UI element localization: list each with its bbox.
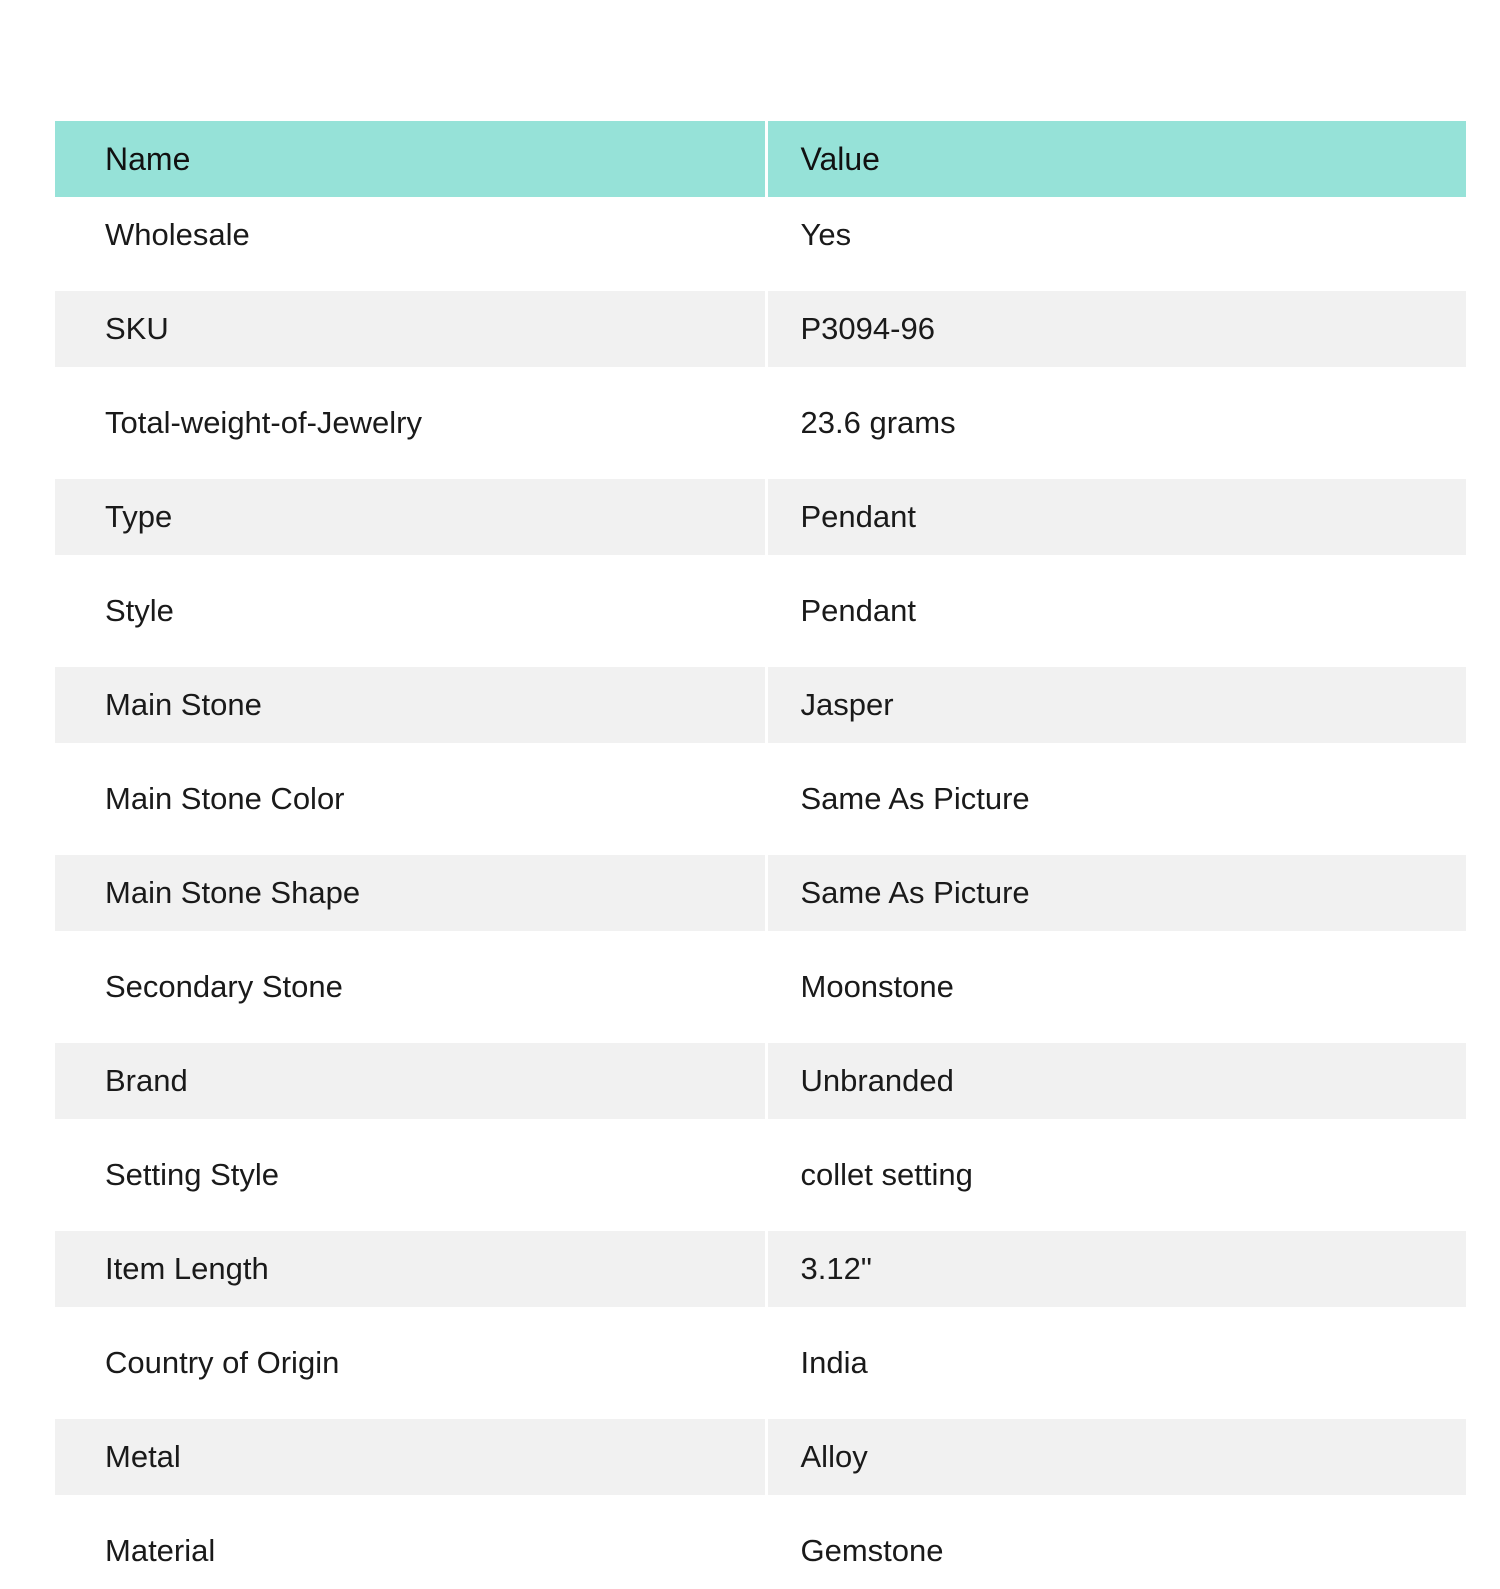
- column-header-name: Name: [55, 121, 766, 197]
- row-name-cell: Type: [55, 470, 766, 564]
- row-name-cell: Main Stone Shape: [55, 846, 766, 940]
- table-row: [55, 752, 1466, 846]
- row-name-cell: Setting Style: [55, 1128, 766, 1222]
- table-body: [55, 197, 1466, 1589]
- table-row: [55, 282, 1466, 376]
- row-value-cell: Jasper: [766, 658, 1466, 752]
- row-value-cell: Pendant: [766, 564, 1466, 658]
- row-value-cell: Pendant: [766, 470, 1466, 564]
- row-value-cell: Unbranded: [766, 1034, 1466, 1128]
- row-name-cell: Brand: [55, 1034, 766, 1128]
- row-value-cell: collet setting: [766, 1128, 1466, 1222]
- row-value-cell: India: [766, 1316, 1466, 1410]
- row-name-cell: Style: [55, 564, 766, 658]
- row-value-cell: 3.12": [766, 1222, 1466, 1316]
- table-row: [55, 1316, 1466, 1410]
- table-row: [55, 376, 1466, 470]
- row-name-cell: Material: [55, 1504, 766, 1589]
- table-row: [55, 1034, 1466, 1128]
- table-row: [55, 1504, 1466, 1589]
- row-value-cell: Same As Picture: [766, 752, 1466, 846]
- table-row: [55, 846, 1466, 940]
- row-value-cell: P3094-96: [766, 282, 1466, 376]
- row-name-cell: Country of Origin: [55, 1316, 766, 1410]
- row-name-cell: Wholesale: [55, 197, 766, 282]
- table-header: [55, 121, 1466, 197]
- table-row: [55, 470, 1466, 564]
- row-name-cell: Metal: [55, 1410, 766, 1504]
- table-row: [55, 940, 1466, 1034]
- row-value-cell: Gemstone: [766, 1504, 1466, 1589]
- row-value-cell: Moonstone: [766, 940, 1466, 1034]
- row-name-cell: Total-weight-of-Jewelry: [55, 376, 766, 470]
- table-row: [55, 1128, 1466, 1222]
- table-header-row: [55, 121, 1466, 197]
- table-row: [55, 1222, 1466, 1316]
- table-row: [55, 197, 1466, 282]
- table-row: [55, 1410, 1466, 1504]
- row-name-cell: Main Stone Color: [55, 752, 766, 846]
- row-value-cell: Yes: [766, 197, 1466, 282]
- table-row: [55, 658, 1466, 752]
- specifications-table: [55, 121, 1466, 1589]
- row-name-cell: SKU: [55, 282, 766, 376]
- row-value-cell: 23.6 grams: [766, 376, 1466, 470]
- column-header-value: Value: [766, 121, 1466, 197]
- row-name-cell: Secondary Stone: [55, 940, 766, 1034]
- table-row: [55, 564, 1466, 658]
- row-name-cell: Main Stone: [55, 658, 766, 752]
- row-name-cell: Item Length: [55, 1222, 766, 1316]
- row-value-cell: Alloy: [766, 1410, 1466, 1504]
- row-value-cell: Same As Picture: [766, 846, 1466, 940]
